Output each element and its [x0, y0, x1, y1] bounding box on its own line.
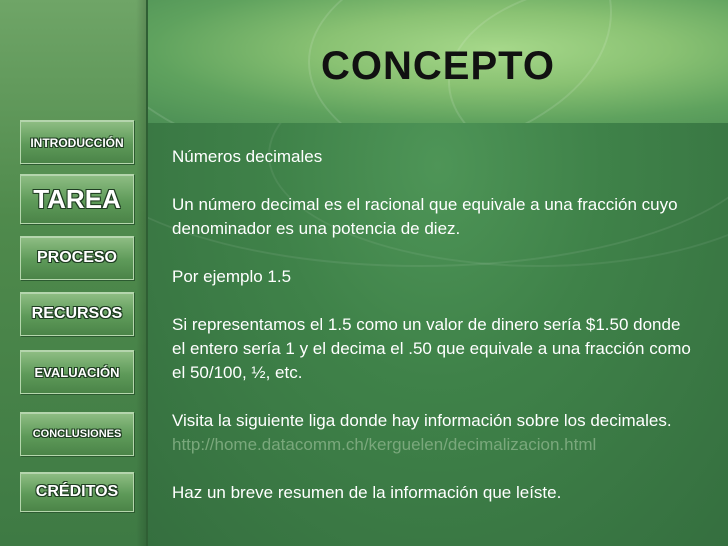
page-title: CONCEPTO — [321, 44, 555, 88]
content-body — [172, 145, 692, 529]
resource-link[interactable]: http://home.datacomm.ch/kerguelen/decimalizacion.html — [172, 435, 597, 454]
content-example: Por ejemplo 1.5 — [172, 267, 292, 286]
nav-introduccion-button[interactable]: INTRODUCCIÓN — [20, 120, 134, 164]
nav-conclusiones-button[interactable]: CONCLUSIONES — [20, 412, 134, 456]
nav-evaluacion-button[interactable]: EVALUACIÓN — [20, 350, 134, 394]
nav-recursos-button[interactable]: RECURSOS — [20, 292, 134, 336]
content-definition: Un número decimal es el racional que equivale a una fracción cuyo denominador es una potencia de diez. — [172, 195, 678, 238]
content-heading: Números decimales — [172, 147, 323, 166]
content-explanation: Si representamos el 1.5 como un valor de dinero sería $1.50 donde el entero sería 1 y el decima el .50 que equivale a una fracción como el 50/100, ½, etc. — [172, 315, 691, 382]
nav-tarea-button[interactable]: TAREA — [20, 174, 134, 224]
content-closing: Haz un breve resumen de la información que leíste. — [172, 483, 562, 502]
nav-proceso-button[interactable]: PROCESO — [20, 236, 134, 280]
content-visit-text: Visita la siguiente liga donde hay información sobre los decimales. — [172, 411, 672, 430]
content-visit-block — [172, 409, 692, 457]
nav-creditos-button[interactable]: CRÉDITOS — [20, 472, 134, 512]
